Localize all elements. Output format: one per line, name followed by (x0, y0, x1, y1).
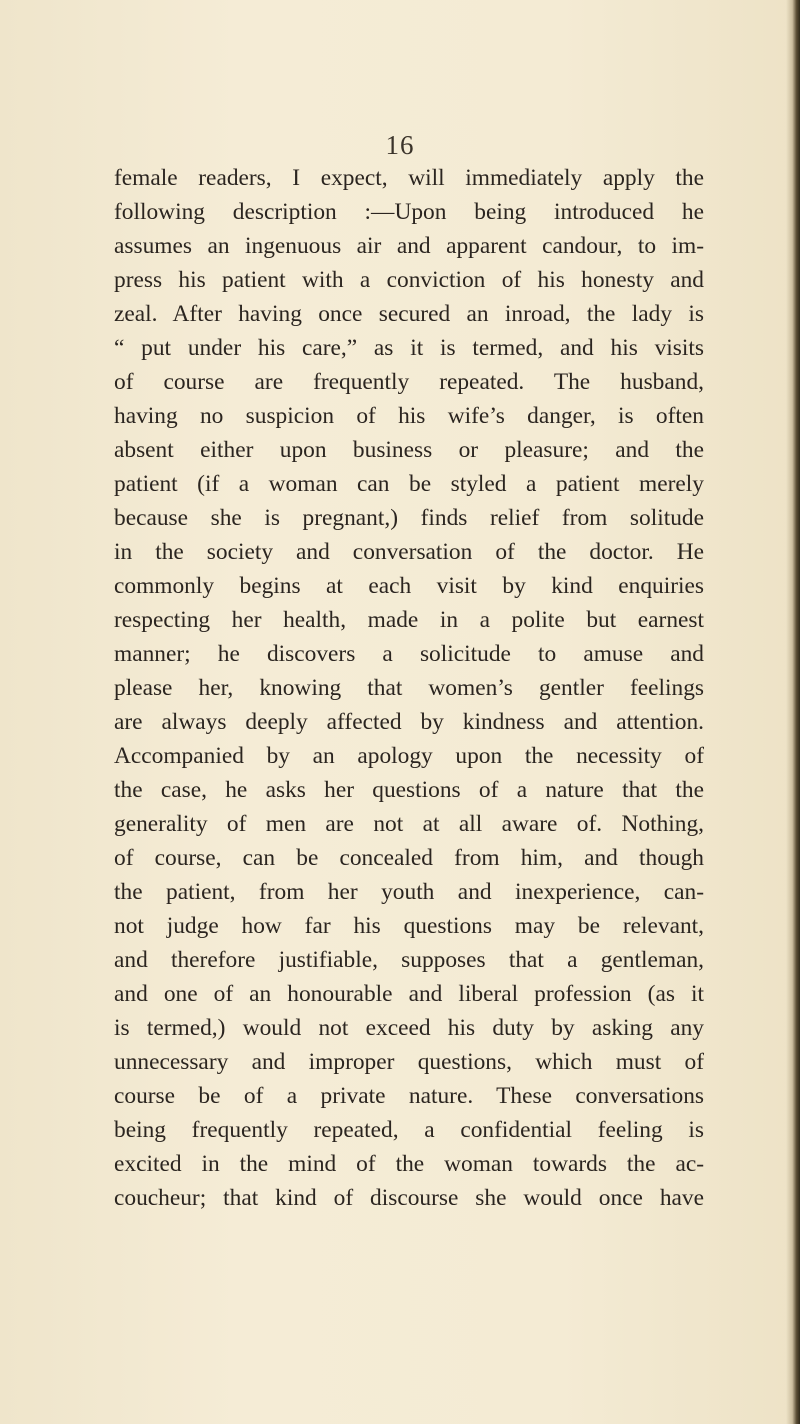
text-line: zeal. After having once secured an inroad, the lady is (114, 301, 704, 327)
text-line: assumes an ingenuous air and apparent candour, to im- (114, 233, 704, 259)
text-line: are always deeply affected by kindness and attention. (114, 709, 704, 735)
text-line: not judge how far his questions may be relevant, (114, 913, 704, 939)
text-line: the patient, from her youth and inexperience, can- (114, 879, 704, 905)
text-line: manner; he discovers a solicitude to amuse and (114, 641, 704, 667)
text-line: course be of a private nature. These conversations (114, 1083, 704, 1109)
text-line: unnecessary and improper questions, which must of (114, 1049, 704, 1075)
text-line: because she is pregnant,) finds relief from solitude (114, 505, 704, 531)
body-text (114, 161, 704, 1215)
text-line: Accompanied by an apology upon the necessity of (114, 743, 704, 769)
text-line: the case, he asks her questions of a nature that the (114, 777, 704, 803)
text-line: being frequently repeated, a confidential feeling is (114, 1117, 704, 1143)
text-line: of course, can be concealed from him, and though (114, 845, 704, 871)
text-line: please her, knowing that women’s gentler feelings (114, 675, 704, 701)
text-line: in the society and conversation of the doctor. He (114, 539, 704, 565)
text-line: female readers, I expect, will immediately apply the (114, 165, 704, 191)
text-line: is termed,) would not exceed his duty by asking any (114, 1015, 704, 1041)
text-line: absent either upon business or pleasure; and the (114, 437, 704, 463)
text-line: commonly begins at each visit by kind enquiries (114, 573, 704, 599)
page-edge-shadow (786, 0, 800, 1424)
text-line: and therefore justifiable, supposes that a gentleman, (114, 947, 704, 973)
text-line: of course are frequently repeated. The husband, (114, 369, 704, 395)
text-line: following description :—Upon being introduced he (114, 199, 704, 225)
text-line: having no suspicion of his wife’s danger, is often (114, 403, 704, 429)
text-line: press his patient with a conviction of his honesty and (114, 267, 704, 293)
text-line: respecting her health, made in a polite but earnest (114, 607, 704, 633)
page-number: 16 (385, 130, 415, 160)
text-line: “ put under his care,” as it is termed, and his visits (114, 335, 704, 361)
text-line: excited in the mind of the woman towards the ac- (114, 1151, 704, 1177)
text-line: generality of men are not at all aware of. Nothing, (114, 811, 704, 837)
text-line: patient (if a woman can be styled a patient merely (114, 471, 704, 497)
text-line: and one of an honourable and liberal profession (as it (114, 981, 704, 1007)
text-line: coucheur; that kind of discourse she would once have (114, 1185, 704, 1211)
